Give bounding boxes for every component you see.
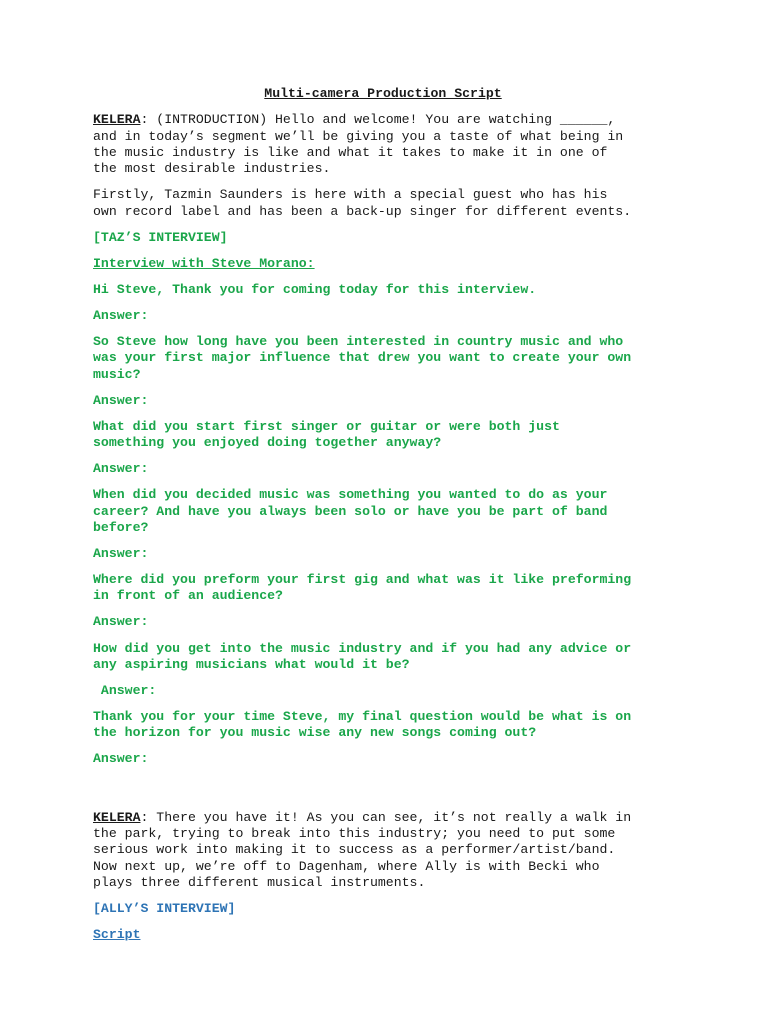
ally-interview-heading: [ALLY’S INTERVIEW]	[93, 901, 236, 917]
answer-6: Answer:	[93, 682, 157, 698]
answer-3: Answer:	[93, 461, 149, 477]
intro-paragraph	[93, 112, 693, 177]
intro-text: : (INTRODUCTION) Hello and welcome! You are watching ______, and in today’s segment we’ll be giving you a taste of what being in the music industry is like and what it takes to make it in one of the most desirable industries.	[93, 112, 624, 177]
script-link[interactable]: Script	[93, 927, 141, 943]
taz-interview-heading: [TAZ’S INTERVIEW]	[93, 229, 228, 245]
document-title: Multi-camera Production Script	[264, 86, 502, 101]
question-6: How did you get into the music industry and if you had any advice or any aspiring musicians what would it be?	[93, 640, 632, 672]
outro-text: : There you have it! As you can see, it’s not really a walk in the park, trying to break into this industry; you need to put some serious work into making it to success as a performer/artist/band. Now next up, we’re off to Dagenham, where Ally is with Becki who plays three different musical instruments.	[93, 809, 632, 890]
speaker-name: KELERA	[93, 809, 141, 825]
question-7: Thank you for your time Steve, my final question would be what is on the horizon for you music wise any new songs coming out?	[93, 709, 632, 741]
question-3: What did you start first singer or guitar or were both just something you enjoyed doing together anyway?	[93, 418, 560, 451]
document-page	[93, 86, 693, 943]
answer-5: Answer:	[93, 614, 149, 630]
answer-1: Answer:	[93, 307, 149, 323]
interview-heading: Interview with Steve Morano:	[93, 255, 315, 271]
answer-4: Answer:	[93, 546, 149, 561]
question-1: Hi Steve, Thank you for coming today for this interview.	[93, 281, 537, 297]
question-5: Where did you preform your first gig and what was it like preforming in front of an audience?	[93, 572, 632, 604]
outro-paragraph	[93, 810, 693, 891]
speaker-name: KELERA	[93, 112, 141, 128]
question-2: So Steve how long have you been interested in country music and who was your first major influence that drew you want to create your own music?	[93, 334, 632, 382]
answer-2: Answer:	[93, 392, 149, 408]
question-4: When did you decided music was something you wanted to do as your career? And have you always been solo or have you be part of band before?	[93, 487, 608, 535]
intro-paragraph-2: Firstly, Tazmin Saunders is here with a special guest who has his own record label and has been a back-up singer for different events.	[93, 187, 632, 219]
answer-7: Answer:	[93, 751, 149, 767]
